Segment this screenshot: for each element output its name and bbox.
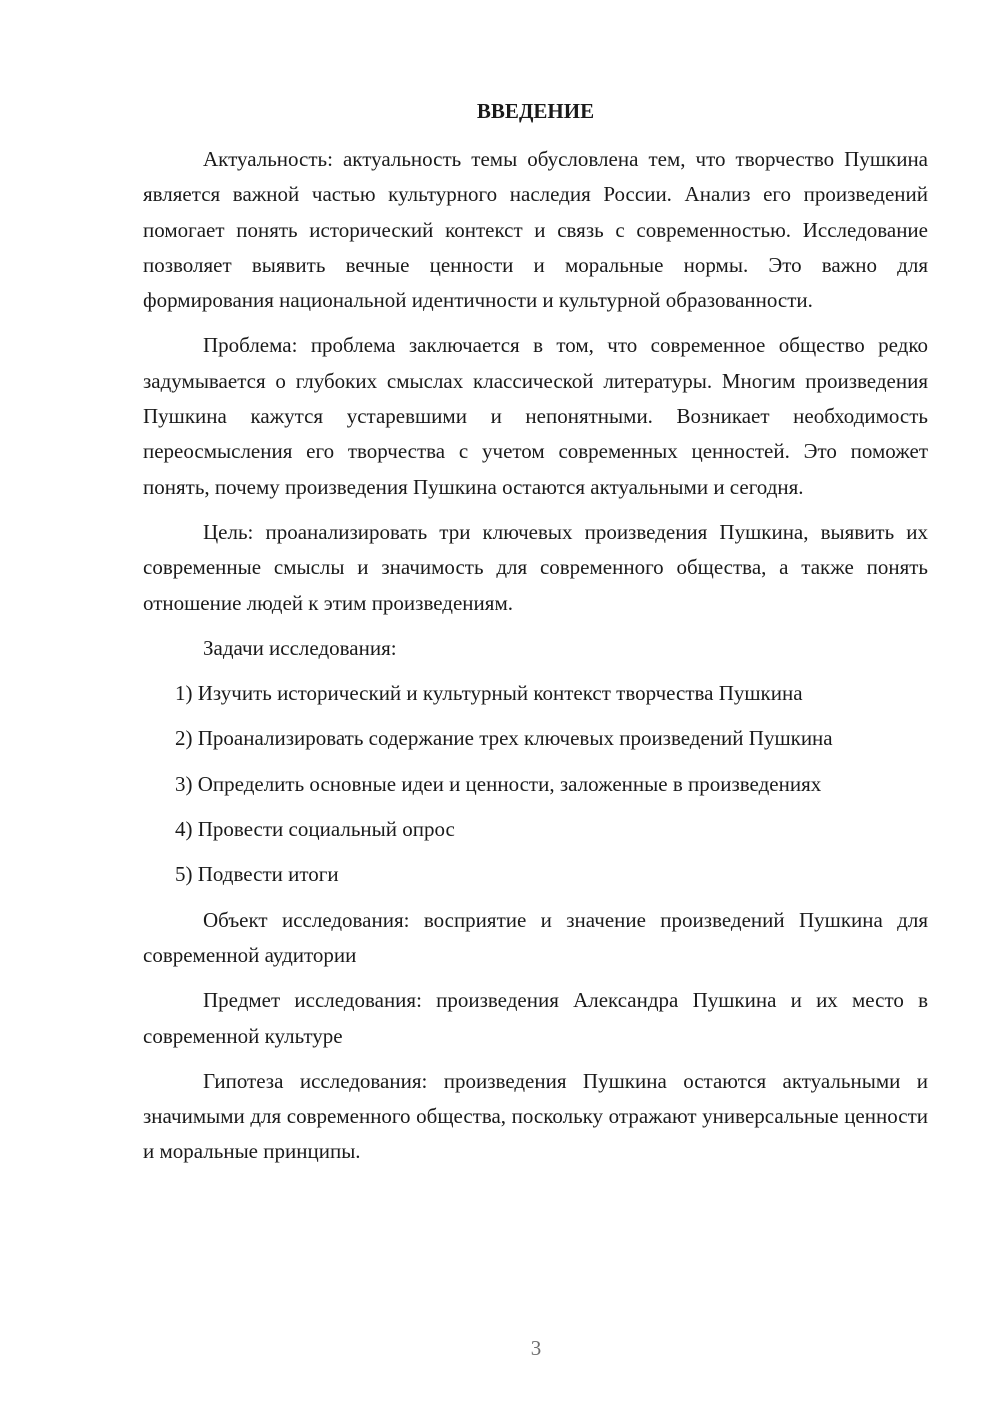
paragraph-problem: Проблема: проблема заключается в том, что современное общество редко задумывается о глубоких смыслах классической литературы. Многим произведения Пушкина кажутся устаревшими и непонятными. Возникает необходимость переосмысления его творчества с учетом современных ценностей. Это поможет понять, почему произведения Пушкина остаются актуальными и сегодня. bbox=[143, 333, 928, 499]
body-text bbox=[143, 142, 928, 1180]
paragraph-subject: Предмет исследования: произведения Александра Пушкина и их место в современной культуре bbox=[143, 988, 928, 1048]
section-heading: ВВЕДЕНИЕ bbox=[476, 99, 595, 123]
task-item: 3) Определить основные идеи и ценности, заложенные в произведениях bbox=[175, 771, 822, 796]
paragraph-object: Объект исследования: восприятие и значение произведений Пушкина для современной аудитории bbox=[143, 907, 928, 967]
task-item: 4) Провести социальный опрос bbox=[175, 817, 455, 842]
task-item: 1) Изучить исторический и культурный контекст творчества Пушкина bbox=[175, 681, 803, 706]
paragraph-hypothesis: Гипотеза исследования: произведения Пушкина остаются актуальными и значимыми для современного общества, поскольку отражают универсальные ценности и моральные принципы. bbox=[143, 1068, 928, 1164]
task-item: 5) Подвести итоги bbox=[175, 862, 339, 887]
paragraph-relevance: Актуальность: актуальность темы обусловлена тем, что творчество Пушкина является важной частью культурного наследия России. Анализ его произведений помогает понять исторический контекст и связь с современностью. Исследование позволяет выявить вечные ценности и моральные нормы. Это важно для формирования национальной идентичности и культурной образованности. bbox=[143, 147, 928, 313]
task-item: 2) Проанализировать содержание трех ключевых произведений Пушкина bbox=[175, 726, 833, 751]
page-number: 3 bbox=[530, 1336, 542, 1360]
tasks-title: Задачи исследования: bbox=[203, 635, 397, 660]
paragraph-goal: Цель: проанализировать три ключевых произведения Пушкина, выявить их современные смыслы и значимость для современного общества, а также понять отношение людей к этим произведениям. bbox=[143, 519, 928, 615]
